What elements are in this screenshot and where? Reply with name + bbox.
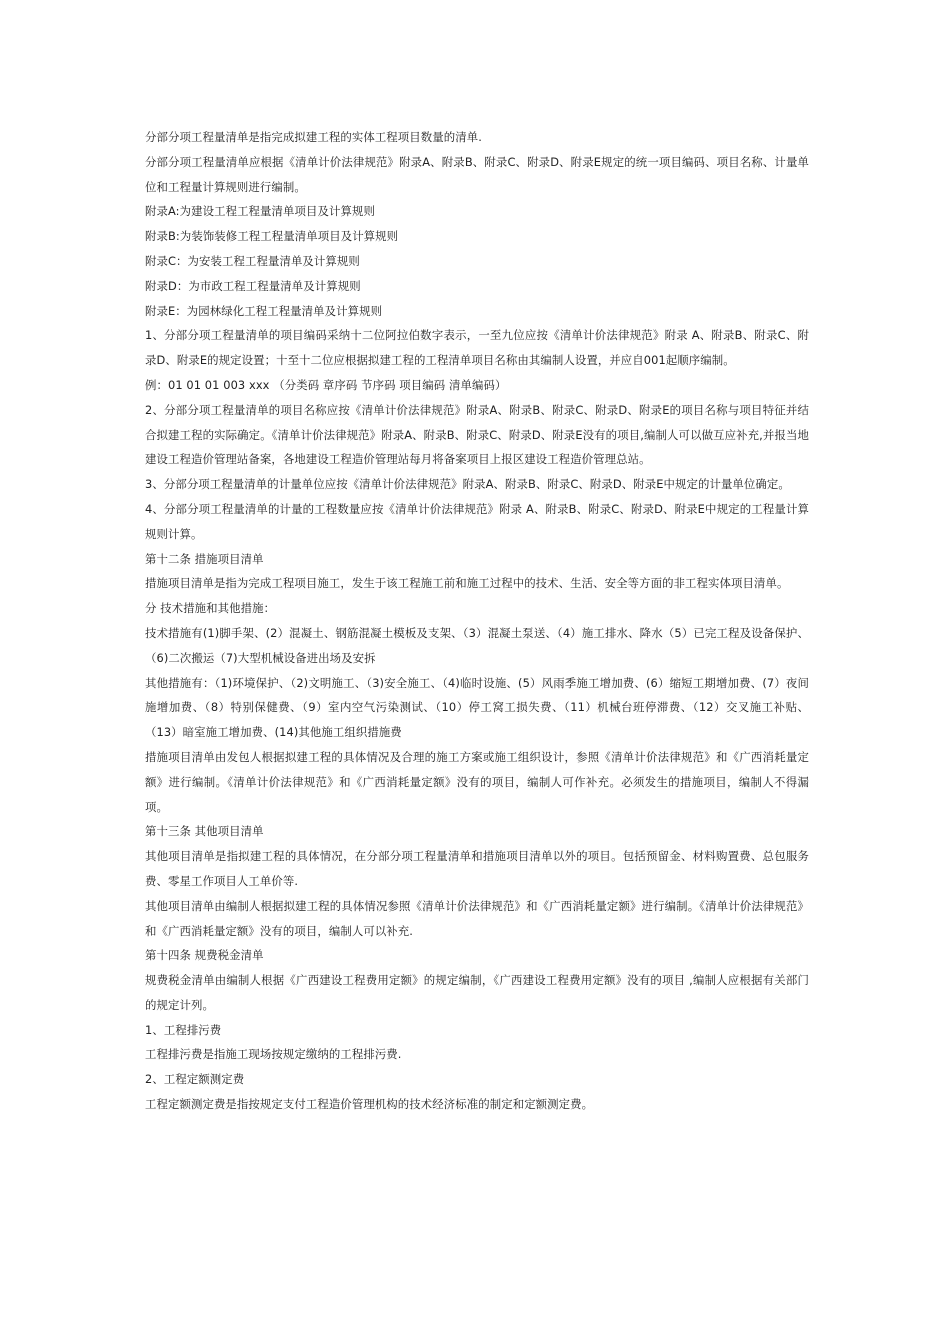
paragraph-appendix-e: 附录E：为园林绿化工程工程量清单及计算规则: [145, 303, 383, 318]
section-heading-article-12: 第十二条 措施项目清单: [145, 551, 264, 566]
paragraph-appendix-d: 附录D：为市政工程工程量清单及计算规则: [145, 278, 361, 293]
paragraph-appendix-b: 附录B:为装饰装修工程工程量清单项目及计算规则: [145, 229, 399, 244]
document-body: [145, 125, 809, 1117]
paragraph-sewage-fee-title: 1、工程排污费: [145, 1022, 222, 1037]
paragraph-other-measures: 其他措施有：（1)环境保护、（2)文明施工、（3)安全施工、（4)临时设施、(5）风雨季施工增加费、(6）缩短工期增加费、(7）夜间施增加费、（8）特别保健费、（9）室内空气污染测试、（10）停工窝工损失费、（11）机械台班停滞费、（12）交叉施工补贴、（13）暗室施工增加费、(14)其他施工组织措施费: [145, 675, 809, 740]
paragraph-item-code: 1、分部分项工程量清单的项目编码采纳十二位阿拉伯数字表示，一至九位应按《清单计价法律规范》附录 A、附录B、附录C、附录D、附录E的规定设置；十至十二位应根据拟建工程的工程清单项目名称由其编制人设置，并应自001起顺序编制。: [145, 328, 809, 368]
paragraph-measures-compilation: 措施项目清单由发包人根据拟建工程的具体情况及合理的施工方案或施工组织设计，参照《清单计价法律规范》和《广西消耗量定额》进行编制。《清单计价法律规范》和《广西消耗量定额》没有的项目，编制人可作补充。必须发生的措施项目，编制人不得漏项。: [145, 749, 809, 814]
paragraph-unit: 3、分部分项工程量清单的计量单位应按《清单计价法律规范》附录A、附录B、附录C、附录D、附录E中规定的计量单位确定。: [145, 477, 790, 492]
section-heading-article-13: 第十三条 其他项目清单: [145, 824, 264, 839]
paragraph-item-name: 2、分部分项工程量清单的项目名称应按《清单计价法律规范》附录A、附录B、附录C、附录D、附录E的项目名称与项目特征并结合拟建工程的实际确定。《清单计价法律规范》附录A、附录B、附录C、附录D、附录E没有的项目,编制人可以做互应补充,并报当地建设工程造价管理站备案，各地建设工程造价管理站每月将备案项目上报区建设工程造价管理总站。: [145, 402, 809, 467]
paragraph-intro: 分部分项工程量清单是指完成拟建工程的实体工程项目数量的清单.: [145, 130, 482, 144]
paragraph-sewage-fee-definition: 工程排污费是指施工现场按规定缴纳的工程排污费.: [145, 1047, 402, 1062]
paragraph-basis: 分部分项工程量清单应根据《清单计价法律规范》附录A、附录B、附录C、附录D、附录E规定的统一项目编码、项目名称、计量单位和工程量计算规则进行编制。: [145, 154, 809, 194]
paragraph-other-items-compilation: 其他项目清单由编制人根据拟建工程的具体情况参照《清单计价法律规范》和《广西消耗量定额》进行编制。《清单计价法律规范》和《广西消耗量定额》没有的项目，编制人可以补充.: [145, 898, 809, 938]
paragraph-code-example: 例：01 01 01 003 xxx （分类码 章序码 节序码 项目编码 清单编码）: [145, 377, 507, 392]
paragraph-quota-fee-title: 2、工程定额测定费: [145, 1072, 245, 1087]
paragraph-appendix-c: 附录C：为安装工程工程量清单及计算规则: [145, 253, 360, 268]
section-heading-article-14: 第十四条 规费税金清单: [145, 948, 264, 963]
paragraph-measures-split: 分 技术措施和其他措施：: [145, 601, 276, 616]
paragraph-appendix-a: 附录A:为建设工程工程量清单项目及计算规则: [145, 204, 375, 219]
paragraph-fees-taxes: 规费税金清单由编制人根据《广西建设工程费用定额》的规定编制，《广西建设工程费用定额》没有的项目 ,编制人应根据有关部门的规定计列。: [145, 973, 809, 1012]
paragraph-quota-fee-definition: 工程定额测定费是指按规定支付工程造价管理机构的技术经济标准的制定和定额测定费。: [145, 1097, 594, 1112]
paragraph-quantity: 4、分部分项工程量清单的计量的工程数量应按《清单计价法律规范》附录 A、附录B、附录C、附录D、附录E中规定的工程量计算规则计算。: [145, 501, 809, 541]
paragraph-other-items-definition: 其他项目清单是指拟建工程的具体情况，在分部分项工程量清单和措施项目清单以外的项目。包括预留金、材料购置费、总包服务费、零星工作项目人工单价等.: [145, 849, 809, 888]
paragraph-technical-measures: 技术措施有(1)脚手架、(2）混凝土、钢筋混凝土模板及支架、（3）混凝土泵送、（4）施工排水、降水（5）已完工程及设备保护、（6)二次搬运（7)大型机械设备进出场及安拆: [145, 625, 809, 665]
paragraph-measures-definition: 措施项目清单是指为完成工程项目施工，发生于该工程施工前和施工过程中的技术、生活、安全等方面的非工程实体项目清单。: [145, 576, 789, 591]
